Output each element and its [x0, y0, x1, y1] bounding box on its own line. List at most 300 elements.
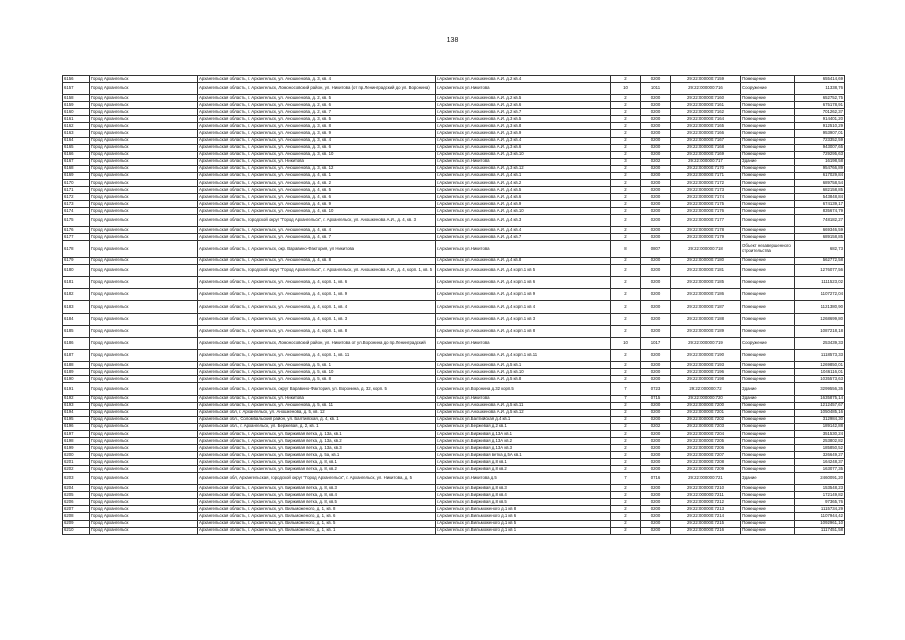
cadastral-value-cell: 351530,24 — [795, 430, 845, 437]
table-row — [63, 473, 845, 485]
row-number-cell: 6175 — [63, 215, 90, 227]
row-number-cell: 6193 — [63, 402, 90, 409]
cadastral-number-cell: 29:22:000000:7212 — [671, 499, 741, 506]
short-address-cell: г.Архангельск ул.Аношкенова А.И. д.4 кв.3 — [436, 215, 611, 227]
cadastral-number-cell: 29:22:000000:72 — [671, 383, 741, 395]
short-address-cell: г.Архангельск ул.Аношкенова А.И. д.4 кв.8 — [436, 257, 611, 264]
address-cell: Архангельская область, г. Архангельск, ул. Аношкенова, д. 3, кв. 4 — [198, 76, 436, 83]
municipality-cell: Город Архангельск — [90, 362, 198, 369]
table-row — [63, 376, 845, 383]
municipality-cell: Город Архангельск — [90, 234, 198, 241]
municipality-cell: Город Архангельск — [90, 437, 198, 444]
group-cell: 2 — [611, 485, 641, 492]
cadastral-value-cell: 1035573,63 — [795, 376, 845, 383]
table-row — [63, 151, 845, 158]
code-cell: 0200 — [641, 513, 671, 520]
address-cell: Архангельская область, г. Архангельск, ул. Никитова — [198, 158, 436, 165]
code-cell: 0200 — [641, 416, 671, 423]
short-address-cell: г.Архангельск ул.Бирживая д.8 кв.1 — [436, 459, 611, 466]
cadastral-number-cell: 29:22:000000:718 — [671, 241, 741, 257]
row-number-cell: 6192 — [63, 395, 90, 402]
row-number-cell: 6206 — [63, 499, 90, 506]
cadastral-value-cell: 1111523,02 — [795, 276, 845, 288]
short-address-cell: г.Архангельск ул.Аношкенова А.И. д.4 корп.1 кв 9 — [436, 289, 611, 301]
row-number-cell: 6208 — [63, 513, 90, 520]
table-row — [63, 137, 845, 144]
address-cell: Архангельская область, г. Архангельск, ул. Аношкенова, д. 2, кв. 5 — [198, 95, 436, 102]
cadastral-value-cell: 953907,01 — [795, 130, 845, 137]
table-row — [63, 444, 845, 451]
cadastral-number-cell: 29:22:000000:7210 — [671, 485, 741, 492]
cadastral-value-cell: 682158,85 — [795, 186, 845, 193]
cadastral-number-cell: 29:22:000000:7172 — [671, 179, 741, 186]
object-type-cell: Помещение — [741, 193, 795, 200]
row-number-cell: 6190 — [63, 376, 90, 383]
group-cell: 2 — [611, 430, 641, 437]
code-cell: 0200 — [641, 506, 671, 513]
cadastral-value-cell: 3299556,35 — [795, 383, 845, 395]
table-row — [63, 289, 845, 301]
cadastral-number-cell: 29:22:000000:7176 — [671, 207, 741, 214]
group-cell: 2 — [611, 499, 641, 506]
row-number-cell: 6160 — [63, 109, 90, 116]
code-cell: 0200 — [641, 137, 671, 144]
row-number-cell: 6181 — [63, 276, 90, 288]
address-cell: Архангельская область, г. Архангельск, ул. Аношкенова, д. 4, корп. 1, кв. 8 — [198, 325, 436, 337]
cadastral-value-cell: 1268699,80 — [795, 313, 845, 325]
object-type-cell: Помещение — [741, 506, 795, 513]
code-cell: 0200 — [641, 409, 671, 416]
row-number-cell: 6177 — [63, 234, 90, 241]
row-number-cell: 6170 — [63, 179, 90, 186]
code-cell: 0200 — [641, 234, 671, 241]
group-cell: 2 — [611, 520, 641, 527]
row-number-cell: 6178 — [63, 241, 90, 257]
cadastral-value-cell: 835674,79 — [795, 207, 845, 214]
table-row — [63, 116, 845, 123]
address-cell: Архангельская область, г. Архангельск, ул. Бирживая ветка, д. 13а, кв.2 — [198, 437, 436, 444]
group-cell: 2 — [611, 76, 641, 83]
municipality-cell: Город Архангельск — [90, 264, 198, 276]
cadastral-value-cell: 163077,35 — [795, 466, 845, 473]
municipality-cell: Город Архангельск — [90, 200, 198, 207]
municipality-cell: Город Архангельск — [90, 109, 198, 116]
municipality-cell: Город Архангельск — [90, 276, 198, 288]
code-cell: 0200 — [641, 444, 671, 451]
short-address-cell: г.Архангельск ул.Аношкенова А.И. д.3 кв.6 — [436, 144, 611, 151]
cadastral-number-cell: 29:22:000000:7200 — [671, 402, 741, 409]
table-row — [63, 130, 845, 137]
row-number-cell: 6179 — [63, 257, 90, 264]
short-address-cell: г.Архангельск ул.Аношкенова А.И. д.4 кв.6 — [436, 193, 611, 200]
group-cell: 2 — [611, 313, 641, 325]
address-cell: Архангельская область, г. Архангельск, ул. Аношкенова, д. 2, кв. 7 — [198, 109, 436, 116]
address-cell: Архангельская область, г. Архангельск, округ Варавино-Фактория, ул. Воронина, д. 32, корп. 5 — [198, 383, 436, 395]
row-number-cell: 6195 — [63, 416, 90, 423]
address-cell: Архангельская область, г. Архангельск, ул. Аношкенова, д. 3, кв. 12 — [198, 165, 436, 172]
object-type-cell: Здание — [741, 395, 795, 402]
code-cell: 0200 — [641, 289, 671, 301]
group-cell: 2 — [611, 130, 641, 137]
table-row — [63, 383, 845, 395]
table-row — [63, 257, 845, 264]
municipality-cell: Город Архангельск — [90, 444, 198, 451]
code-cell: 0200 — [641, 437, 671, 444]
cadastral-number-cell: 29:22:000000:7167 — [671, 137, 741, 144]
table-row — [63, 200, 845, 207]
cadastral-number-cell: 29:22:000000:7162 — [671, 109, 741, 116]
cadastral-number-cell: 29:22:000000:7211 — [671, 492, 741, 499]
object-type-cell: Помещение — [741, 485, 795, 492]
cadastral-value-cell: 914401,20 — [795, 116, 845, 123]
cadastral-number-cell: 29:22:000000:7193 — [671, 362, 741, 369]
cadastral-value-cell: 253802,82 — [795, 437, 845, 444]
cadastral-number-cell: 29:22:000000:7205 — [671, 437, 741, 444]
row-number-cell: 6210 — [63, 527, 90, 534]
short-address-cell: г.Архангельск ул.Аношкенова А.И. д.4 кв.4 — [436, 227, 611, 234]
address-cell: Архангельская область, г. Архангельск, ул. Аношкенова, д. 4, кв. 4 — [198, 227, 436, 234]
short-address-cell: г.Архангельск ул.Аношкенова А.И. д.4 корп.1 кв 3 — [436, 313, 611, 325]
cadastral-number-cell: 29:22:000000:7213 — [671, 506, 741, 513]
group-cell: 2 — [611, 376, 641, 383]
address-cell: Архангельская обл., г. Архангельск, ул. Бержевая, д. 2, кв. 1 — [198, 423, 436, 430]
address-cell: Архангельская область, г. Архангельск, ул. Аношкенова, д. 4, кв. 7 — [198, 234, 436, 241]
short-address-cell: г.Архангельск ул.Аношкенова А.И. д.4 кв.7 — [436, 234, 611, 241]
row-number-cell: 6204 — [63, 485, 90, 492]
municipality-cell: Город Архангельск — [90, 83, 198, 95]
municipality-cell: Город Архангельск — [90, 506, 198, 513]
object-type-cell: Помещение — [741, 200, 795, 207]
short-address-cell: г.Архангельск ул.Аношкенова А.И. д.5 кв.12 — [436, 409, 611, 416]
municipality-cell: Город Архангельск — [90, 499, 198, 506]
table-row — [63, 430, 845, 437]
code-cell: 0200 — [641, 215, 671, 227]
code-cell: 0200 — [641, 257, 671, 264]
cadastral-value-cell: 669346,59 — [795, 227, 845, 234]
cadastral-value-cell: 1046116,01 — [795, 369, 845, 376]
address-cell: Архангельская область, г. Архангельск, ул. Вильможеного, д. 1, кв. 8 — [198, 506, 436, 513]
group-cell: 2 — [611, 186, 641, 193]
code-cell: 0200 — [641, 485, 671, 492]
code-cell: 0200 — [641, 301, 671, 313]
address-cell: Архангельская область, городской округ "Город Архангельск", г. Архангельск, ул. Аношкенова А.И., д. 4, корп. 1, кв. 5 — [198, 264, 436, 276]
cadastral-number-cell: 29:22:000000:7186 — [671, 289, 741, 301]
code-cell: 0200 — [641, 499, 671, 506]
group-cell: 2 — [611, 289, 641, 301]
table-row — [63, 123, 845, 130]
group-cell: 2 — [611, 264, 641, 276]
object-type-cell: Помещение — [741, 466, 795, 473]
cadastral-value-cell: 675178,91 — [795, 102, 845, 109]
code-cell: 0200 — [641, 207, 671, 214]
code-cell: 0200 — [641, 76, 671, 83]
table-row — [63, 513, 845, 520]
code-cell: 0200 — [641, 179, 671, 186]
row-number-cell: 6159 — [63, 102, 90, 109]
code-cell: 0715 — [641, 395, 671, 402]
cadastral-number-cell: 29:22:000000:7196 — [671, 369, 741, 376]
cadastral-number-cell: 29:22:000000:7185 — [671, 276, 741, 288]
address-cell: Архангельская область, г. Архангельск, ул. Аношкенова, д. 3, кв. 9 — [198, 130, 436, 137]
short-address-cell: г.Архангельск ул.Никитова — [436, 83, 611, 95]
object-type-cell: Помещение — [741, 264, 795, 276]
short-address-cell: г.Архангельск ул.Вильможеного д.1 кв 5 — [436, 520, 611, 527]
cadastral-value-cell: 1087218,18 — [795, 325, 845, 337]
code-cell: 0200 — [641, 264, 671, 276]
address-cell: Архангельская область, г. Архангельск, ул. Аношкенова, д. 5, кв. 10 — [198, 369, 436, 376]
table-row — [63, 485, 845, 492]
code-cell: 0200 — [641, 369, 671, 376]
short-address-cell: г.Архангельск ул.Аношкенова А.И. д.5 кв.1 — [436, 362, 611, 369]
object-type-cell: Помещение — [741, 376, 795, 383]
cadastral-value-cell: 164248,37 — [795, 459, 845, 466]
cadastral-value-cell: 652752,75 — [795, 95, 845, 102]
address-cell: Архангельская область, г. Архангельск, ул. Аношкенова, д. 4, корп. 1, кв. 11 — [198, 350, 436, 362]
row-number-cell: 6202 — [63, 466, 90, 473]
code-cell: 0200 — [641, 492, 671, 499]
object-type-cell: Помещение — [741, 215, 795, 227]
address-cell: Архангельская область, г. Архангельск, ул. Аношкенова, д. 4, корп. 1, кв. 3 — [198, 313, 436, 325]
municipality-cell: Город Архангельск — [90, 430, 198, 437]
cadastral-number-cell: 29:22:000000:721 — [671, 473, 741, 485]
code-cell: 1011 — [641, 83, 671, 95]
address-cell: Архангельская область, г. Архангельск, ул. Аношкенова, д. 4, кв. 6 — [198, 193, 436, 200]
short-address-cell: г.Архангельск ул.Бирживая д.8 кв.3 — [436, 485, 611, 492]
row-number-cell: 6185 — [63, 325, 90, 337]
municipality-cell: Город Архангельск — [90, 186, 198, 193]
table-row — [63, 276, 845, 288]
cadastral-number-cell: 29:22:000000:7204 — [671, 430, 741, 437]
object-type-cell: Помещение — [741, 257, 795, 264]
row-number-cell: 6182 — [63, 289, 90, 301]
cadastral-value-cell: 1092961,10 — [795, 520, 845, 527]
object-type-cell: Помещение — [741, 313, 795, 325]
cadastral-number-cell: 29:22:000000:7208 — [671, 459, 741, 466]
code-cell: 0200 — [641, 451, 671, 458]
group-cell: 2 — [611, 179, 641, 186]
cadastral-value-cell: 326649,27 — [795, 451, 845, 458]
address-cell: Архангельская область, г. Архангельск, ул. Аношкенова, д. 3, кв. 10 — [198, 151, 436, 158]
object-type-cell: Помещение — [741, 437, 795, 444]
address-cell: Архангельская область, г. Архангельск, ул. Вильможеного, д. 1, кв. 6 — [198, 513, 436, 520]
code-cell: 0200 — [641, 130, 671, 137]
short-address-cell: г.Архангельск ул.Аношкенова А.И. д.2 кв.7 — [436, 109, 611, 116]
table-row — [63, 350, 845, 362]
table-row — [63, 158, 845, 165]
group-cell: 2 — [611, 227, 641, 234]
short-address-cell: г.Архангельск ул.Бирживая д.13А кв.2 — [436, 437, 611, 444]
code-cell: 0200 — [641, 430, 671, 437]
row-number-cell: 6158 — [63, 95, 90, 102]
row-number-cell: 6166 — [63, 151, 90, 158]
table-row — [63, 459, 845, 466]
municipality-cell: Город Архангельск — [90, 416, 198, 423]
municipality-cell: Город Архангельск — [90, 289, 198, 301]
municipality-cell: Город Архангельск — [90, 451, 198, 458]
row-number-cell: 6183 — [63, 301, 90, 313]
municipality-cell: Город Архангельск — [90, 151, 198, 158]
table-row — [63, 506, 845, 513]
code-cell: 0200 — [641, 200, 671, 207]
municipality-cell: Город Архангельск — [90, 369, 198, 376]
table-row — [63, 109, 845, 116]
table-row — [63, 172, 845, 179]
page-number: 138 — [446, 37, 459, 44]
cadastral-value-cell: 172149,82 — [795, 492, 845, 499]
row-number-cell: 6188 — [63, 362, 90, 369]
cadastral-value-cell: 1269850,01 — [795, 362, 845, 369]
code-cell: 0200 — [641, 362, 671, 369]
group-cell: 2 — [611, 257, 641, 264]
group-cell: 2 — [611, 207, 641, 214]
group-cell: 2 — [611, 416, 641, 423]
address-cell: Архангельская область, г. Архангельск, ул. Аношкенова, д. 4, кв. 2 — [198, 179, 436, 186]
code-cell: 0200 — [641, 193, 671, 200]
municipality-cell: Город Архангельск — [90, 95, 198, 102]
object-type-cell: Помещение — [741, 444, 795, 451]
address-cell: Архангельская область, г. Архангельск, ул. Аношкенова, д. 4, корп. 1, кв. 9 — [198, 289, 436, 301]
municipality-cell: Город Архангельск — [90, 215, 198, 227]
cadastral-value-cell: 1276077,56 — [795, 264, 845, 276]
cadastral-number-cell: 29:22:000000:7164 — [671, 116, 741, 123]
object-type-cell: Помещение — [741, 102, 795, 109]
short-address-cell: г.Архангельск ул.Никитова — [436, 337, 611, 349]
cadastral-value-cell: 674139,17 — [795, 200, 845, 207]
object-type-cell: Помещение — [741, 207, 795, 214]
group-cell: 2 — [611, 301, 641, 313]
group-cell: 2 — [611, 144, 641, 151]
code-cell: 0200 — [641, 227, 671, 234]
municipality-cell: Город Архангельск — [90, 395, 198, 402]
short-address-cell: г.Архангельск ул.Бирживая ветка д.5А кв.1 — [436, 451, 611, 458]
object-type-cell: Помещение — [741, 362, 795, 369]
table-row — [63, 165, 845, 172]
row-number-cell: 6167 — [63, 158, 90, 165]
code-cell: 0200 — [641, 102, 671, 109]
group-cell: 8 — [611, 241, 641, 257]
address-cell: Архангельская область, г. Архангельск, ул. Аношкенова, д. 4, кв. 9 — [198, 200, 436, 207]
cadastral-number-cell: 29:22:000000:7178 — [671, 227, 741, 234]
object-type-cell: Помещение — [741, 492, 795, 499]
cadastral-number-cell: 29:22:000000:7160 — [671, 95, 741, 102]
cadastral-value-cell: 185850,52 — [795, 444, 845, 451]
table-row — [63, 402, 845, 409]
address-cell: Архангельская область, г. Архангельск, ул. Аношкенова, д. 4, кв. 5 — [198, 186, 436, 193]
object-type-cell: Помещение — [741, 301, 795, 313]
row-number-cell: 6157 — [63, 83, 90, 95]
group-cell: 2 — [611, 492, 641, 499]
cadastral-value-cell: 1121380,90 — [795, 301, 845, 313]
short-address-cell: г.Архангельск ул.Аношкенова А.И. д.3 кв.5 — [436, 116, 611, 123]
address-cell: Архангельская область, г. Архангельск, ул. Аношкенова, д. 5, кв. 8 — [198, 376, 436, 383]
group-cell: 2 — [611, 362, 641, 369]
address-cell: Архангельская область, г. Архангельск, ул. Аношкенова, д. 2, кв. 6 — [198, 102, 436, 109]
short-address-cell: г.Архангельск ул.Аношкенова А.И. д.3 кв.4 — [436, 137, 611, 144]
code-cell: 0200 — [641, 116, 671, 123]
address-cell: Архангельская область, г. Архангельск, ул. Аношкенова, д. 4, кв. 8 — [198, 257, 436, 264]
object-type-cell: Помещение — [741, 123, 795, 130]
object-type-cell: Здание — [741, 383, 795, 395]
cadastral-number-cell: 29:22:000000:7180 — [671, 257, 741, 264]
table-row — [63, 102, 845, 109]
cadastral-value-cell: 543848,84 — [795, 193, 845, 200]
code-cell: 0200 — [641, 144, 671, 151]
group-cell: 7 — [611, 383, 641, 395]
short-address-cell: г.Архангельск ул.Аношкенова А.И. д.4 кв.2 — [436, 179, 611, 186]
short-address-cell: г.Архангельск ул.Бержевая д.2 кв.1 — [436, 423, 611, 430]
group-cell: 2 — [611, 437, 641, 444]
table-row — [63, 492, 845, 499]
code-cell: 0723 — [641, 383, 671, 395]
short-address-cell: г.Архангельск ул.Балтийская д.4 кв.1 — [436, 416, 611, 423]
table-body — [63, 76, 845, 535]
cadastral-value-cell: 1107272,04 — [795, 289, 845, 301]
municipality-cell: Город Архангельск — [90, 165, 198, 172]
cadastral-number-cell: 29:22:000000:719 — [671, 337, 741, 349]
cadastral-value-cell: 189142,88 — [795, 423, 845, 430]
group-cell: 2 — [611, 109, 641, 116]
municipality-cell: Город Архангельск — [90, 313, 198, 325]
cadastral-number-cell: 29:22:000000:7188 — [671, 313, 741, 325]
cadastral-value-cell: 689758,54 — [795, 179, 845, 186]
short-address-cell: г.Архангельск ул.Аношкенова А.И. д.4 кв.1 — [436, 172, 611, 179]
cadastral-value-cell: 912510,29 — [795, 123, 845, 130]
code-cell: 0200 — [641, 123, 671, 130]
group-cell: 2 — [611, 200, 641, 207]
group-cell: 2 — [611, 123, 641, 130]
group-cell: 2 — [611, 102, 641, 109]
code-cell: 0200 — [641, 466, 671, 473]
municipality-cell: Город Архангельск — [90, 423, 198, 430]
address-cell: Архангельская обл, г. Архангельск, ул. Аношкенова, д. 5, кв. 12 — [198, 409, 436, 416]
row-number-cell: 6164 — [63, 137, 90, 144]
municipality-cell: Город Архангельск — [90, 241, 198, 257]
cadastral-number-cell: 29:22:000000:7161 — [671, 102, 741, 109]
municipality-cell: Город Архангельск — [90, 158, 198, 165]
table-row — [63, 437, 845, 444]
short-address-cell: г.Архангельск ул.Бирживая д.8 кв.4 — [436, 492, 611, 499]
code-cell: 0200 — [641, 109, 671, 116]
row-number-cell: 6194 — [63, 409, 90, 416]
table-row — [63, 227, 845, 234]
code-cell: 0200 — [641, 325, 671, 337]
table-row — [63, 520, 845, 527]
cadastral-number-cell: 29:22:000000:7214 — [671, 513, 741, 520]
address-cell: Архангельская область, г. Архангельск, ул. Бирживая ветка, д. 13а, кв.3 — [198, 444, 436, 451]
cadastral-value-cell: 562772,58 — [795, 257, 845, 264]
code-cell: 0200 — [641, 402, 671, 409]
row-number-cell: 6207 — [63, 506, 90, 513]
row-number-cell: 6196 — [63, 423, 90, 430]
cadastral-value-cell: 253439,33 — [795, 337, 845, 349]
code-cell: 0200 — [641, 165, 671, 172]
table-row — [63, 95, 845, 102]
code-cell: 0716 — [641, 473, 671, 485]
address-cell: Архангельская область, г. Архангельск, ул. Аношкенова, д. 4, корп. 1, кв. 6 — [198, 276, 436, 288]
group-cell: 10 — [611, 337, 641, 349]
table-row — [63, 186, 845, 193]
address-cell: Архангельская область, г. Архангельск, ул. Аношкенова, д. 5, кв. 1 — [198, 362, 436, 369]
table-row — [63, 451, 845, 458]
short-address-cell: г.Архангельск ул.Никитова д.5 — [436, 473, 611, 485]
row-number-cell: 6161 — [63, 116, 90, 123]
table-row — [63, 337, 845, 349]
object-type-cell: Помещение — [741, 402, 795, 409]
cadastral-value-cell: 1115734,29 — [795, 506, 845, 513]
cadastral-value-cell: 729295,63 — [795, 151, 845, 158]
group-cell: 2 — [611, 350, 641, 362]
short-address-cell: г.Архангельск ул.Аношкенова А.И. д.5 кв.8 — [436, 376, 611, 383]
